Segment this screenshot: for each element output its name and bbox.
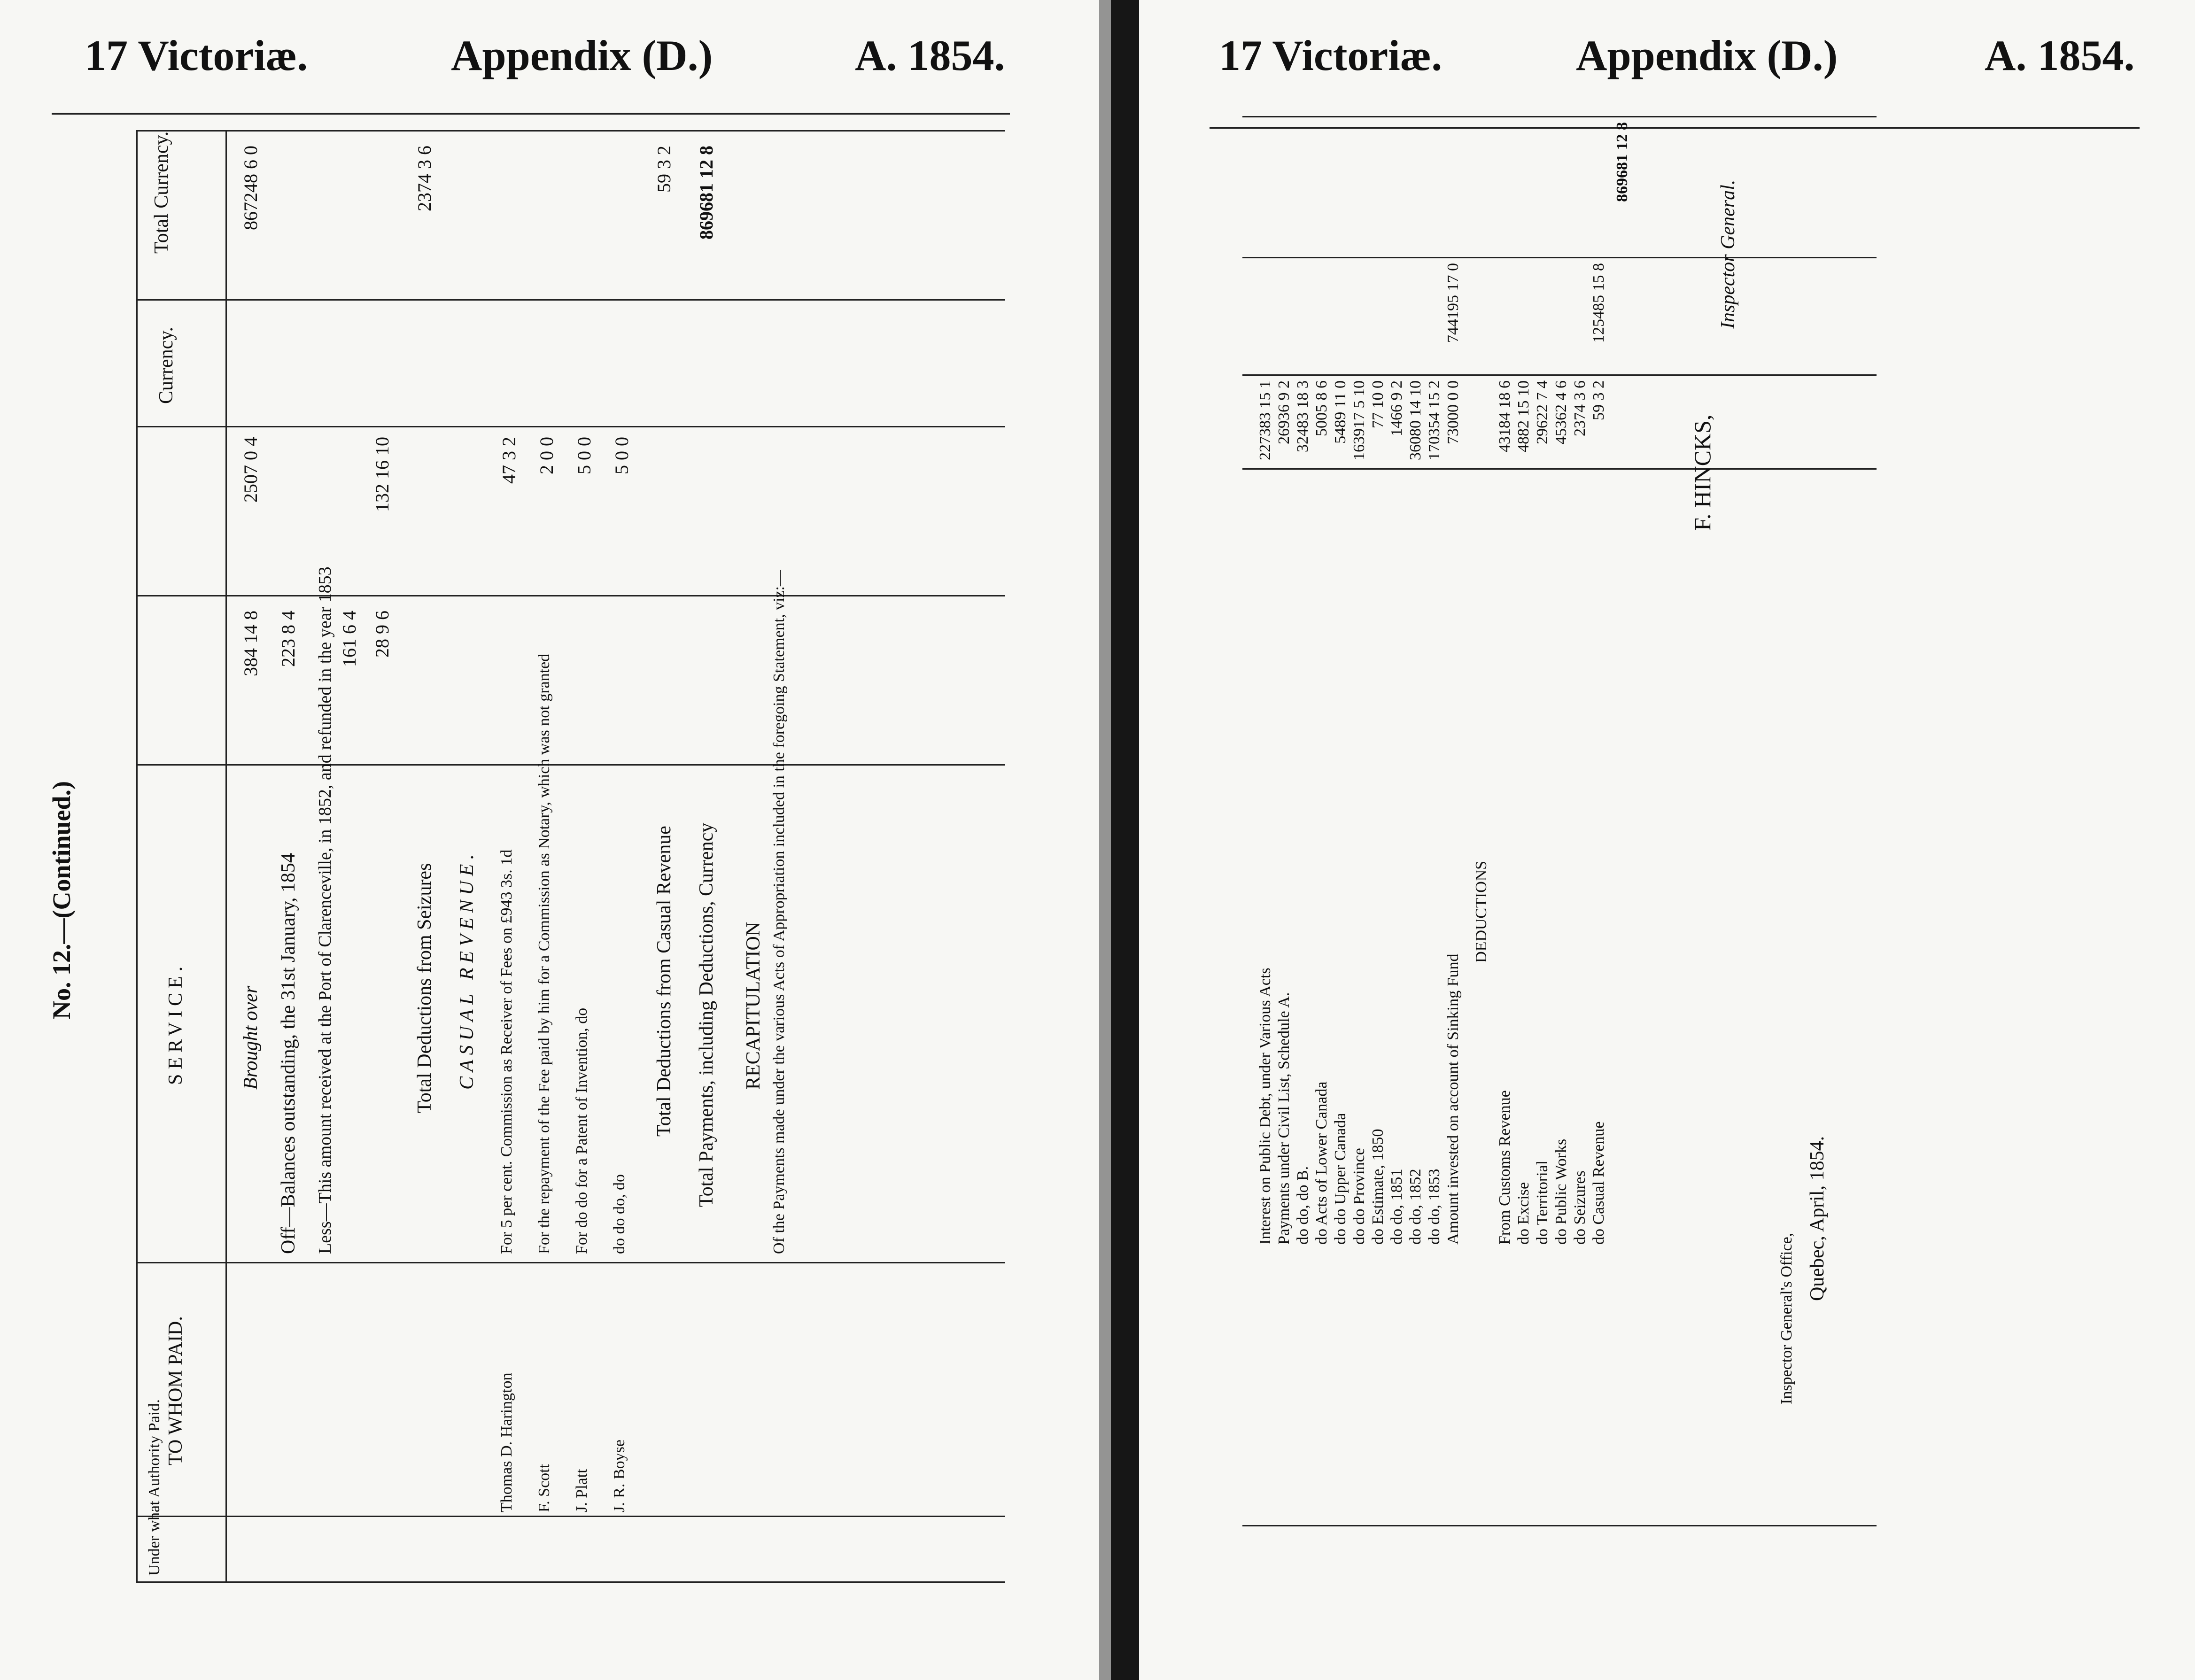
item-8-label: do do, 1852 bbox=[1407, 1169, 1424, 1245]
item-6-label: do Estimate, 1850 bbox=[1369, 1129, 1387, 1245]
item-4-amount: 5489 11 0 bbox=[1332, 380, 1349, 444]
left-appendix-header: Appendix (D.) bbox=[451, 31, 713, 79]
row-total-payments: Total Payments, including Deductions, Currency bbox=[696, 822, 717, 1207]
row-total-seizures: Total Deductions from Seizures bbox=[414, 863, 435, 1113]
item-8-amount: 36080 14 10 bbox=[1407, 380, 1424, 460]
item-5-amount: 163917 5 10 bbox=[1350, 380, 1368, 460]
deduction-4-amount: 2374 3 6 bbox=[1571, 380, 1589, 436]
whom-harington: Thomas D. Harington bbox=[498, 1372, 515, 1512]
casual-revenue-heading: CASUAL REVENUE. bbox=[456, 850, 478, 1090]
item-3-amount: 5005 8 6 bbox=[1313, 380, 1330, 436]
deduction-2-label: do Territorial bbox=[1534, 1160, 1551, 1245]
row-clarenceville: Less—This amount received at the Port of Clarenceville, in 1852, and refunded in the year 1853 bbox=[315, 566, 335, 1254]
deduction-2-amount: 29622 7 4 bbox=[1534, 380, 1551, 444]
row-brought-over: Brought over bbox=[240, 985, 262, 1090]
deduction-3-label: do Public Works bbox=[1552, 1138, 1570, 1245]
whom-platt: J. Platt bbox=[573, 1469, 590, 1512]
row11-total: 869681 12 8 bbox=[696, 146, 717, 240]
row6-c3: 47 3 2 bbox=[498, 437, 520, 484]
row-harington-service: For 5 per cent. Commission as Receiver of Fees on £943 3s. 1d bbox=[498, 849, 515, 1254]
deduction-4-label: do Seizures bbox=[1571, 1170, 1589, 1245]
deduction-3-amount: 45362 4 6 bbox=[1552, 380, 1570, 444]
deduction-0-amount: 43184 18 6 bbox=[1496, 380, 1513, 452]
subtotal-deductions: 125485 15 8 bbox=[1590, 263, 1607, 343]
deduction-5-amount: 59 3 2 bbox=[1590, 380, 1607, 420]
table-subtitle: No. 12.—(Continued.) bbox=[47, 781, 76, 1019]
place-date-line: Quebec, April, 1854. bbox=[1807, 1136, 1828, 1301]
binding-shadow bbox=[1099, 0, 1111, 1680]
signature-name: F. HINCKS, bbox=[1689, 414, 1715, 531]
row2-c2: 161 6 4 bbox=[339, 611, 360, 667]
row-boyse-service: do do do, do bbox=[611, 1174, 628, 1254]
right-page bbox=[1139, 0, 2195, 1680]
recap-title: RECAPITULATION bbox=[743, 922, 764, 1090]
deductions-title: DEDUCTIONS bbox=[1473, 860, 1490, 963]
item-0-label: Interest on Public Debt, under Various Acts bbox=[1257, 968, 1274, 1245]
item-9-label: do do, 1853 bbox=[1426, 1169, 1443, 1245]
right-rotated-table bbox=[1242, 117, 1877, 1526]
header-authority: Under what Authority Paid. bbox=[146, 1399, 163, 1576]
item-4-label: do do Upper Canada bbox=[1332, 1113, 1349, 1245]
item-10-amount: 73000 0 0 bbox=[1444, 380, 1462, 444]
binding-gutter bbox=[1111, 0, 1139, 1680]
item-3-label: do Acts of Lower Canada bbox=[1313, 1081, 1330, 1245]
office-line: Inspector General's Office, bbox=[1778, 1232, 1795, 1404]
left-header-rule bbox=[52, 113, 1010, 115]
row-platt-service: For do do for a Patent of Invention, do bbox=[573, 1007, 590, 1254]
item-7-amount: 1466 9 2 bbox=[1388, 380, 1405, 436]
deduction-0-label: From Customs Revenue bbox=[1496, 1090, 1513, 1245]
row-balances-outstanding: Off—Balances outstanding, the 31st January, 1854 bbox=[278, 853, 299, 1254]
right-year-header: A. 1854. bbox=[1985, 31, 2135, 79]
row3-c3: 132 16 10 bbox=[372, 437, 393, 512]
header-service: SERVICE. bbox=[165, 961, 186, 1085]
item-5-label: do do Province bbox=[1350, 1148, 1368, 1245]
header-total: Total Currency. bbox=[151, 131, 172, 254]
deduction-5-label: do Casual Revenue bbox=[1590, 1121, 1607, 1245]
row4-total: 2374 3 6 bbox=[414, 146, 435, 211]
item-7-label: do do, 1851 bbox=[1388, 1169, 1405, 1245]
right-appendix-header: Appendix (D.) bbox=[1576, 31, 1838, 79]
row1-c2: 223 8 4 bbox=[278, 611, 299, 667]
left-year-header: A. 1854. bbox=[855, 31, 1005, 79]
header-to-whom: TO WHOM PAID. bbox=[165, 1316, 186, 1465]
item-1-amount: 26936 9 2 bbox=[1275, 380, 1293, 444]
row0-c2: 384 14 8 bbox=[240, 611, 261, 676]
item-10-label: Amount invested on account of Sinking Fund bbox=[1444, 953, 1462, 1245]
row-total-casual: Total Deductions from Casual Revenue bbox=[653, 826, 675, 1137]
whom-boyse: J. R. Boyse bbox=[611, 1440, 628, 1512]
row-scott-service: For the repayment of the Fee paid by him for a Commission as Notary, which was not granted bbox=[535, 653, 553, 1254]
signature-title: Inspector General. bbox=[1717, 179, 1739, 329]
row8-c3: 5 0 0 bbox=[574, 437, 595, 474]
subtotal-payments: 744195 17 0 bbox=[1444, 263, 1462, 343]
item-2-label: do do, do B. bbox=[1294, 1166, 1311, 1245]
item-6-amount: 77 10 0 bbox=[1369, 380, 1387, 428]
row10-total: 59 3 2 bbox=[653, 146, 675, 193]
item-2-amount: 32483 18 3 bbox=[1294, 380, 1311, 452]
whom-scott: F. Scott bbox=[535, 1463, 553, 1512]
recap-text: Of the Payments made under the various Acts of Appropriation included in the foregoing Statement, viz:— bbox=[770, 570, 788, 1254]
header-currency: Currency. bbox=[155, 326, 177, 404]
grand-total: 869681 12 8 bbox=[1613, 122, 1631, 202]
row0-total: 867248 6 0 bbox=[240, 146, 261, 230]
deduction-1-amount: 4882 15 10 bbox=[1515, 380, 1532, 452]
right-session-header: 17 Victoriæ. bbox=[1219, 31, 1443, 79]
left-session-header: 17 Victoriæ. bbox=[85, 31, 308, 79]
item-0-amount: 227383 15 1 bbox=[1257, 380, 1274, 460]
left-rotated-table bbox=[47, 131, 1005, 1583]
row0-c3: 2507 0 4 bbox=[240, 437, 261, 503]
item-9-amount: 170354 15 2 bbox=[1426, 380, 1443, 460]
row3-c2: 28 9 6 bbox=[372, 611, 393, 658]
item-1-label: Payments under Civil List, Schedule A. bbox=[1275, 992, 1293, 1245]
row7-c3: 2 0 0 bbox=[536, 437, 557, 474]
row9-c3: 5 0 0 bbox=[611, 437, 632, 474]
deduction-1-label: do Excise bbox=[1515, 1182, 1532, 1245]
